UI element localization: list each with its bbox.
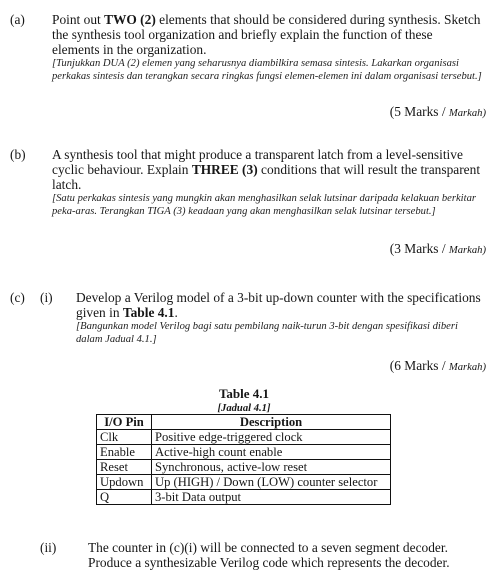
question-c-i-marks-ms: Markah) bbox=[448, 362, 486, 373]
table-row bbox=[97, 445, 391, 460]
table-caption: Table 4.1 bbox=[218, 386, 270, 401]
question-c-label: (c) bbox=[10, 290, 25, 305]
question-c-ii-label: (ii) bbox=[40, 540, 57, 555]
table-row bbox=[97, 475, 391, 490]
table-cell-pin: Q bbox=[97, 490, 152, 505]
table-cell-pin: Updown bbox=[97, 475, 152, 490]
question-c-i-text-post: . bbox=[174, 305, 178, 321]
question-c-i-bold: Table 4.1 bbox=[122, 305, 175, 321]
table-cell-description: Up (HIGH) / Down (LOW) counter selector bbox=[152, 475, 391, 490]
table-cell-description: Synchronous, active-low reset bbox=[152, 460, 391, 475]
question-b-text-post: conditions that will result the transparent latch. bbox=[52, 162, 481, 193]
question-a-text bbox=[52, 12, 482, 58]
io-pin-table bbox=[96, 414, 391, 505]
question-a-malay: [Tunjukkan DUA (2) elemen yang seharusnya diambilkira semasa sintesis. Lakarkan organisasi perkakas sintesis dan terangkan secara ringkas fungsi elemen-elemen ini dalam organisasi tersebut.] bbox=[52, 58, 482, 82]
question-b-malay: [Satu perkakas sintesis yang mungkin akan menghasilkan selak lutsinar daripada kelakuan berkitar peka-aras. Terangkan TIGA (3) keadaan yang akan menghasilkan selak lutsinar tersebut.] bbox=[52, 193, 476, 217]
table-cell-pin: Reset bbox=[97, 460, 152, 475]
question-b-text bbox=[52, 147, 482, 193]
question-a-marks-ms: Markah) bbox=[448, 108, 486, 119]
table-cell-description: Active-high count enable bbox=[152, 445, 391, 460]
question-c-i-malay: [Bangunkan model Verilog bagi satu pembilang naik-turun 3-bit dengan spesifikasi diberi dalam Jadual 4.1.] bbox=[76, 321, 458, 345]
question-a-text-pre: Point out bbox=[52, 12, 105, 27]
table-cell-pin: Clk bbox=[97, 430, 152, 445]
question-b-text-pre: A synthesis tool that might produce a transparent latch from a level-sensitive cyclic behaviour. Explain bbox=[52, 147, 463, 178]
question-a-label: (a) bbox=[10, 12, 25, 27]
question-c-i-marks-en: (6 Marks / bbox=[389, 358, 449, 373]
question-b-label: (b) bbox=[10, 147, 26, 162]
question-a-text-post: elements that should be considered during synthesis. Sketch the synthesis tool organization and briefly explain the function of these elements in the organization. bbox=[52, 12, 481, 58]
question-a-marks-en: (5 Marks / bbox=[389, 104, 449, 119]
table-caption-ms: [Jadual 4.1] bbox=[217, 403, 271, 414]
table-cell-description: 3-bit Data output bbox=[152, 490, 391, 505]
question-b-bold: THREE (3) bbox=[191, 162, 258, 178]
question-c-ii-text: The counter in (c)(i) will be connected to a seven segment decoder. Produce a synthesizable Verilog code which represents the decoder. bbox=[88, 540, 450, 570]
question-a-bold: TWO (2) bbox=[104, 12, 156, 27]
question-c-i-text-pre: Develop a Verilog model of a 3-bit up-down counter with the specifications given in bbox=[76, 290, 481, 321]
table-row bbox=[97, 490, 391, 505]
table-header-row bbox=[97, 415, 391, 430]
question-a-marks bbox=[390, 104, 486, 121]
table-row bbox=[97, 460, 391, 475]
question-b-marks-ms: Markah) bbox=[448, 245, 486, 256]
question-c-i-marks bbox=[390, 358, 486, 375]
table-header-io-pin: I/O Pin bbox=[97, 415, 152, 430]
table-header-description: Description bbox=[152, 415, 391, 430]
table-row bbox=[97, 430, 391, 445]
table-cell-pin: Enable bbox=[97, 445, 152, 460]
question-b-marks bbox=[390, 241, 486, 258]
table-cell-description: Positive edge-triggered clock bbox=[152, 430, 391, 445]
question-c-i-text bbox=[76, 290, 482, 320]
question-b-marks-en: (3 Marks / bbox=[389, 241, 449, 256]
question-c-i-label: (i) bbox=[40, 290, 53, 305]
